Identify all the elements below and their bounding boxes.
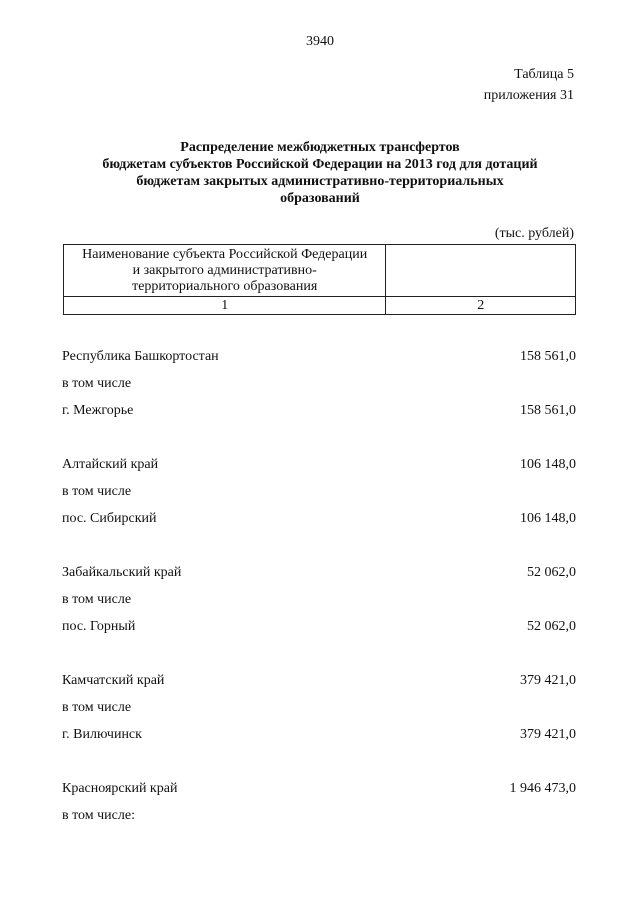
- table-row-sublabel: [62, 802, 576, 829]
- sub-label: в том числе: [62, 375, 132, 391]
- entity-value: 52 062,0: [527, 618, 576, 634]
- table-row-sublabel: [62, 370, 576, 397]
- entity-name: пос. Горный: [62, 618, 136, 634]
- title-line: образований: [280, 191, 360, 206]
- column-number-1: 1: [64, 297, 386, 315]
- row-spacer: [62, 748, 576, 775]
- region-name: Забайкальский край: [62, 564, 182, 580]
- table-body: [62, 343, 576, 829]
- table-row-region: [62, 343, 576, 370]
- region-name: Камчатский край: [62, 672, 165, 688]
- table-row-sublabel: [62, 478, 576, 505]
- row-spacer: [62, 532, 576, 559]
- sub-label: в том числе: [62, 699, 132, 715]
- table-header: [63, 244, 576, 315]
- table-row-region: [62, 775, 576, 802]
- region-value: 52 062,0: [527, 564, 576, 580]
- sub-label: в том числе: [62, 591, 132, 607]
- entity-name: пос. Сибирский: [62, 510, 157, 526]
- table-row-entity: [62, 397, 576, 424]
- region-value: 158 561,0: [520, 348, 576, 364]
- appendix-label: приложения 31: [483, 88, 574, 103]
- region-value: 1 946 473,0: [509, 780, 576, 796]
- region-value: 106 148,0: [520, 456, 576, 472]
- table-label: Таблица 5: [514, 67, 574, 82]
- column-number-2: 2: [386, 297, 576, 315]
- sub-label: в том числе: [62, 483, 132, 499]
- table-row-entity: [62, 505, 576, 532]
- table-row-entity: [62, 721, 576, 748]
- column-header-line: и закрытого административно-: [132, 262, 317, 278]
- region-value: 379 421,0: [520, 672, 576, 688]
- column-header-value: [386, 245, 576, 297]
- page-number: 3940: [306, 34, 334, 49]
- entity-value: 106 148,0: [520, 510, 576, 526]
- region-name: Республика Башкортостан: [62, 348, 219, 364]
- entity-value: 379 421,0: [520, 726, 576, 742]
- column-header-line: Наименование субъекта Российской Федерации: [82, 246, 368, 262]
- row-spacer: [62, 424, 576, 451]
- entity-name: г. Вилючинск: [62, 726, 142, 742]
- row-spacer: [62, 640, 576, 667]
- table-row-sublabel: [62, 694, 576, 721]
- table-reference: [484, 64, 574, 106]
- table-row-sublabel: [62, 586, 576, 613]
- region-name: Алтайский край: [62, 456, 159, 472]
- document-title: [60, 139, 580, 207]
- table-row-entity: [62, 613, 576, 640]
- table-row-region: [62, 559, 576, 586]
- entity-value: 158 561,0: [520, 402, 576, 418]
- table-row-region: [62, 667, 576, 694]
- title-line: бюджетам закрытых административно-территориальных: [136, 174, 504, 189]
- units-label: (тыс. рублей): [494, 226, 574, 241]
- region-name: Красноярский край: [62, 780, 178, 796]
- title-line: Распределение межбюджетных трансфертов: [180, 140, 460, 155]
- column-header-line: территориального образования: [132, 278, 318, 294]
- column-header-name: [64, 245, 386, 297]
- table-row-region: [62, 451, 576, 478]
- entity-name: г. Межгорье: [62, 402, 134, 418]
- sub-label: в том числе:: [62, 807, 135, 823]
- title-line: бюджетам субъектов Российской Федерации на 2013 год для дотаций: [102, 157, 538, 172]
